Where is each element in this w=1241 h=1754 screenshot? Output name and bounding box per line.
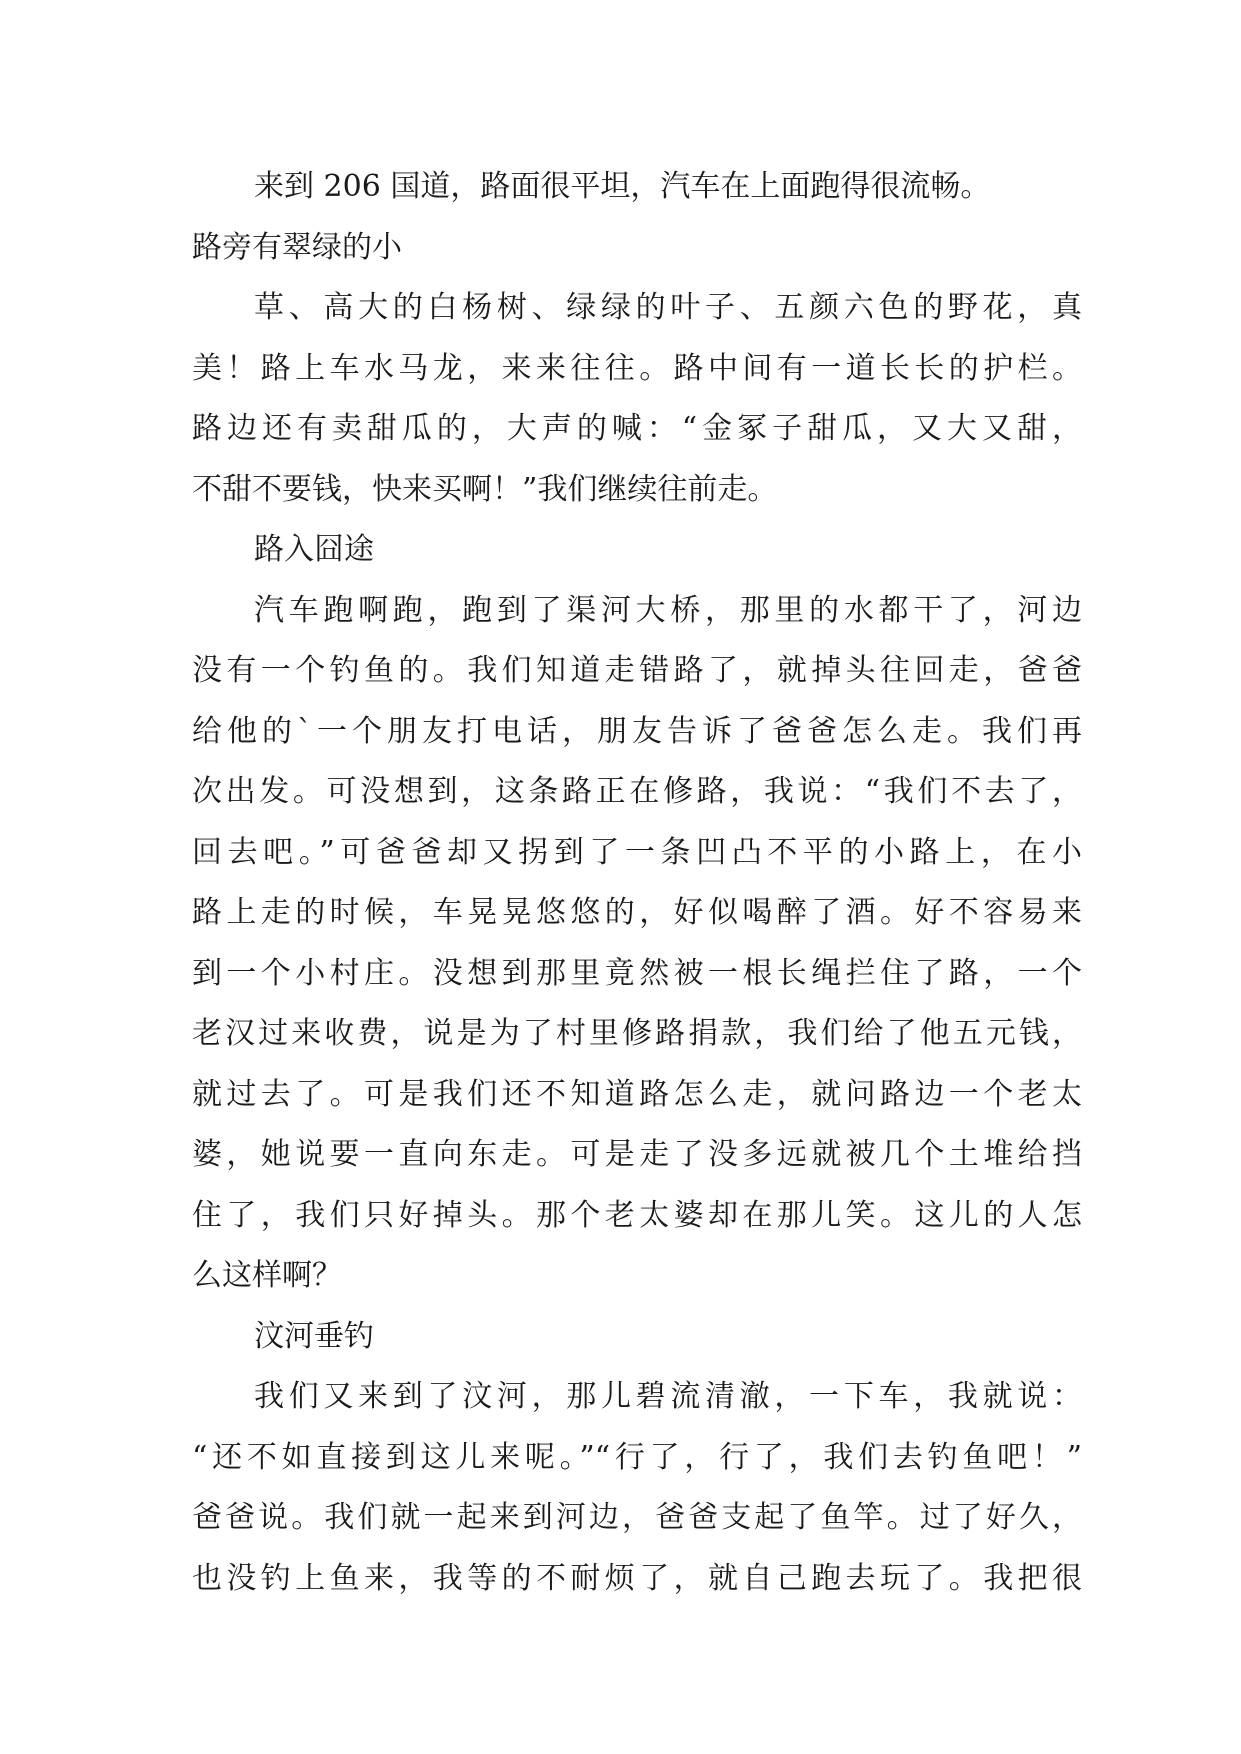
paragraph-line: 就过去了。可是我们还不知道路怎么走，就问路边一个老太 (192, 1076, 1082, 1112)
paragraph-line: 没有一个钓鱼的。我们知道走错路了，就掉头往回走，爸爸 (192, 653, 1082, 688)
paragraph-line: 路边还有卖甜瓜的，大声的喊：“金冢子甜瓜，又大又甜， (192, 411, 1082, 446)
paragraph-line: “还不如直接到这儿来呢。”“行了，行了，我们去钓鱼吧！” (192, 1439, 1082, 1475)
paragraph-line: 不甜不要钱，快来买啊！”我们继续往前走。 (192, 471, 778, 507)
section-heading: 汶河垂钓 (254, 1318, 374, 1354)
paragraph-line: 婆，她说要一直向东走。可是走了没多远就被几个土堆给挡 (192, 1137, 1082, 1172)
paragraph-line: 汽车跑啊跑，跑到了渠河大桥，那里的水都干了，河边 (254, 592, 1082, 628)
paragraph-line: 住了，我们只好掉头。那个老太婆却在那儿笑。这儿的人怎 (192, 1197, 1082, 1233)
paragraph-line: 来到 206 国道，路面很平坦，汽车在上面跑得很流畅。 (254, 169, 991, 204)
paragraph-line: 么这样啊？ (192, 1258, 342, 1293)
section-heading: 路入囧途 (254, 532, 374, 567)
paragraph-line: 次出发。可没想到，这条路正在修路，我说：“我们不去了， (192, 774, 1082, 809)
paragraph-line: 我们又来到了汶河，那儿碧流清澈，一下车，我就说： (254, 1379, 1082, 1414)
paragraph-line: 美！路上车水马龙，来来往往。路中间有一道长长的护栏。 (192, 350, 1082, 386)
paragraph-line: 到一个小村庄。没想到那里竟然被一根长绳拦住了路，一个 (192, 955, 1082, 991)
paragraph-line: 草、高大的白杨树、绿绿的叶子、五颜六色的野花，真 (254, 290, 1082, 325)
paragraph-line: 路旁有翠绿的小 (192, 229, 402, 265)
paragraph-line: 给他的`一个朋友打电话，朋友告诉了爸爸怎么走。我们再 (192, 713, 1082, 749)
paragraph-line: 路上走的时候，车晃晃悠悠的，好似喝醉了酒。好不容易来 (192, 895, 1082, 930)
paragraph-line: 爸爸说。我们就一起来到河边，爸爸支起了鱼竿。过了好久， (192, 1500, 1082, 1535)
body-text (192, 157, 1082, 1609)
paragraph-line: 回去吧。”可爸爸却又拐到了一条凹凸不平的小路上，在小 (192, 834, 1082, 870)
paragraph-line: 老汉过来收费，说是为了村里修路捐款，我们给了他五元钱， (192, 1016, 1082, 1051)
paragraph-line: 也没钓上鱼来，我等的不耐烦了，就自己跑去玩了。我把很 (192, 1560, 1082, 1596)
